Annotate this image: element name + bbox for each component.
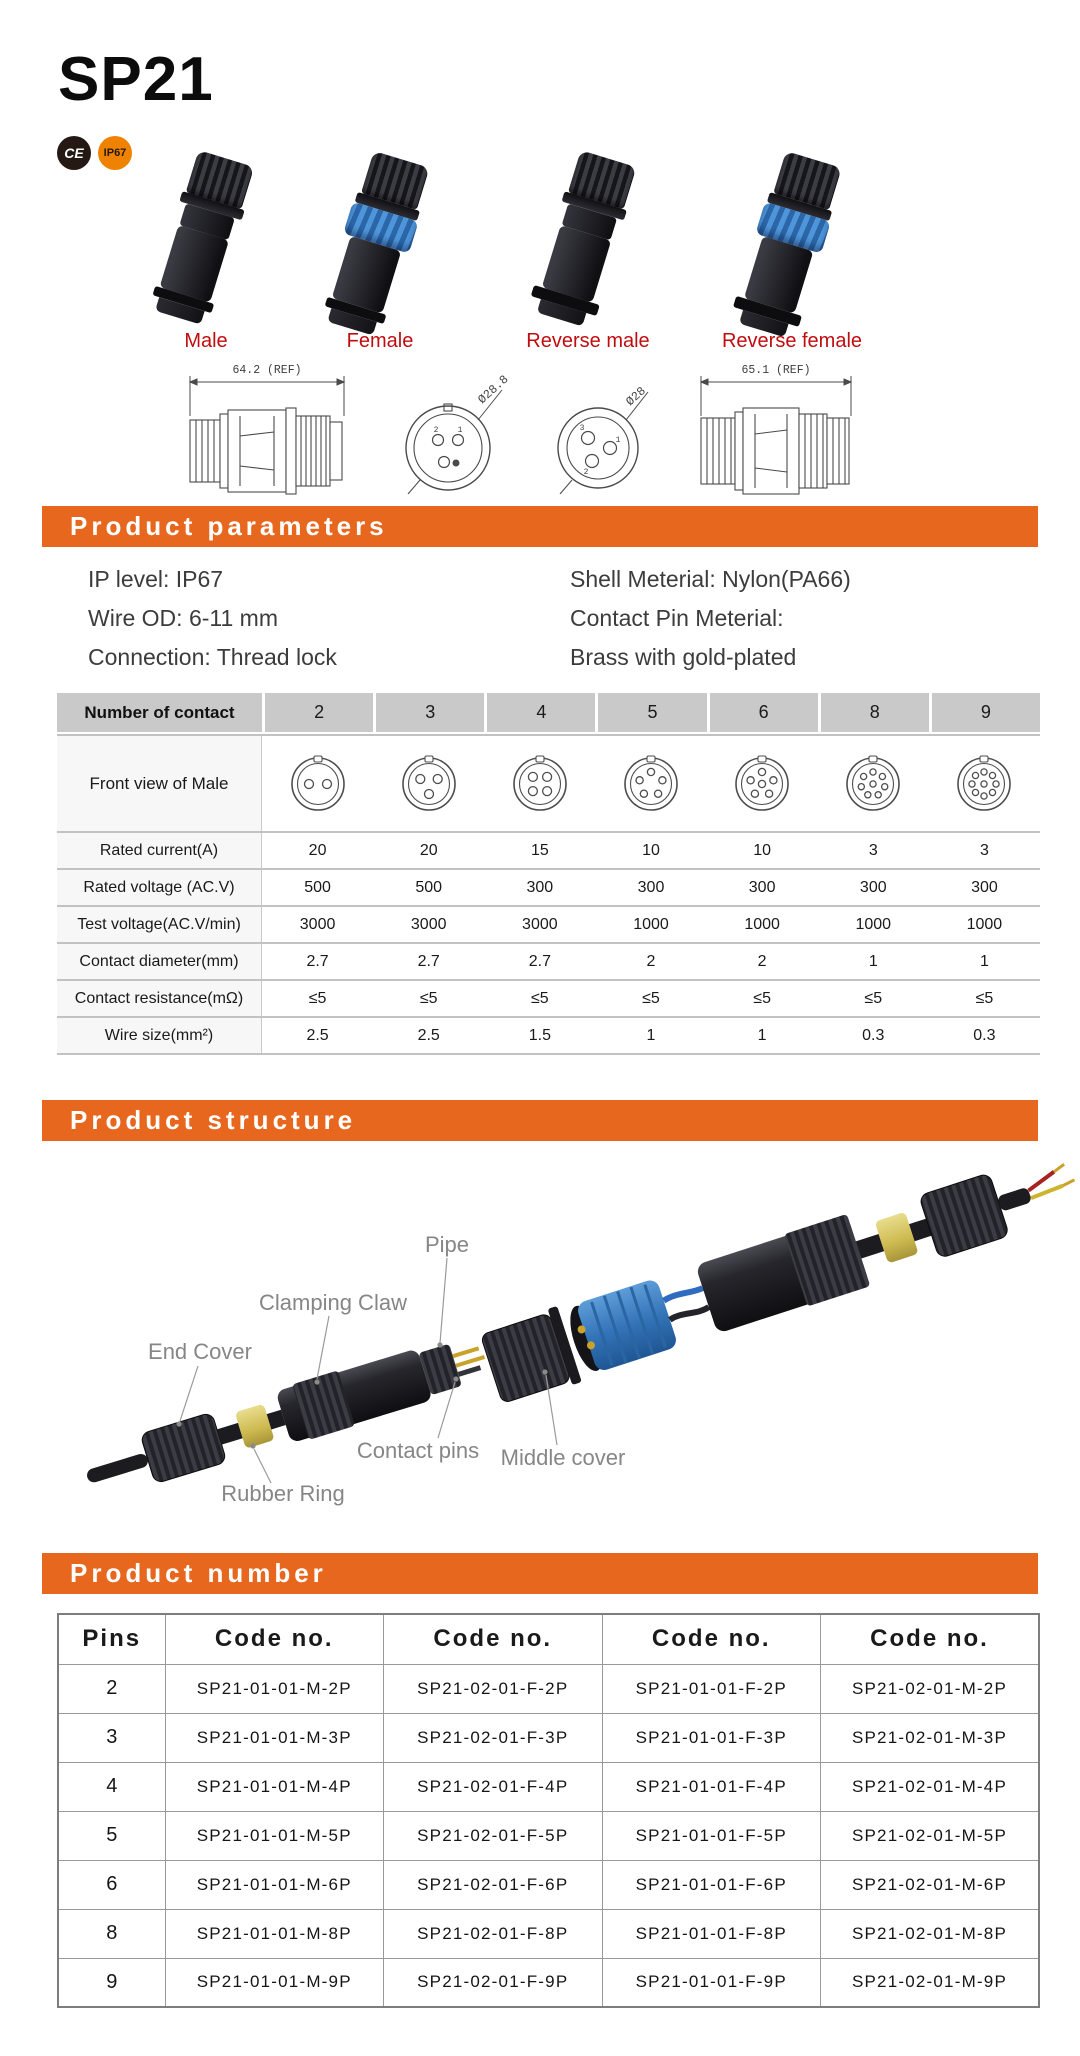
- code-cell: SP21-01-01-F-2P: [602, 1664, 821, 1713]
- spec-value: 3: [979, 841, 989, 859]
- code-cell: SP21-01-01-M-9P: [165, 1958, 384, 2007]
- section-title: Product number: [70, 1558, 327, 1588]
- contact-count-header: 2: [265, 693, 373, 732]
- spec-value: 3000: [410, 915, 447, 933]
- spec-row: [57, 1016, 1040, 1053]
- spec-row: [57, 979, 1040, 1016]
- parameter-line: Contact Pin Meterial:: [570, 605, 784, 631]
- parameters-right-column: [570, 560, 851, 677]
- parameter-line: Brass with gold-plated: [570, 644, 797, 670]
- spec-value: 300: [859, 878, 887, 896]
- product-photo-reverse-female: [707, 146, 877, 353]
- code-cell: SP21-02-01-M-5P: [821, 1811, 1040, 1860]
- code-cell: SP21-02-01-F-8P: [384, 1909, 603, 1958]
- connector-art: [729, 149, 847, 340]
- spec-value: 2.7: [528, 952, 551, 970]
- pin-number: 1: [457, 426, 463, 435]
- spec-value: 0.3: [973, 1026, 996, 1044]
- spec-corner-header: Number of contact: [57, 693, 262, 732]
- spec-face-cells: [262, 736, 1040, 831]
- pins-cell: 6: [58, 1860, 165, 1909]
- spec-front-view-row: [57, 734, 1040, 831]
- code-cell: SP21-01-01-M-3P: [165, 1713, 384, 1762]
- spec-value: 1.5: [528, 1026, 551, 1044]
- code-cell: SP21-01-01-F-4P: [602, 1762, 821, 1811]
- contact-count-header: 5: [598, 693, 706, 732]
- contact-count-header: 6: [710, 693, 818, 732]
- spec-value: 2.7: [306, 952, 329, 970]
- section-title: Product parameters: [70, 511, 388, 541]
- spec-value: 1: [757, 1026, 767, 1044]
- page-title: SP21: [58, 45, 214, 114]
- rubber-ring-part: [235, 1404, 275, 1449]
- spec-table: [57, 693, 1040, 1055]
- code-cell: SP21-01-01-M-5P: [165, 1811, 384, 1860]
- spec-value: 0.3: [862, 1026, 885, 1044]
- spec-value: 1000: [855, 915, 892, 933]
- label-contact-pins: Contact pins: [356, 1438, 480, 1463]
- connector-photo: [753, 146, 831, 324]
- spec-value: 20: [419, 841, 438, 859]
- spec-value: ≤5: [419, 989, 438, 1007]
- pins-cell: 8: [58, 1909, 165, 1958]
- end-cover-part: [919, 1173, 1010, 1259]
- spec-row-label: Contact resistance(mΩ): [57, 981, 262, 1016]
- code-cell: SP21-01-01-M-4P: [165, 1762, 384, 1811]
- pins-cell: 5: [58, 1811, 165, 1860]
- spec-value: 10: [642, 841, 660, 859]
- pin-number: 3: [579, 424, 585, 433]
- connector-art: [147, 149, 258, 327]
- code-cell: SP21-02-01-M-3P: [821, 1713, 1040, 1762]
- code-cell: SP21-01-01-F-5P: [602, 1811, 821, 1860]
- contact-count-header: 8: [821, 693, 929, 732]
- left-assembly-art: [79, 1328, 493, 1505]
- spec-value: ≤5: [753, 989, 771, 1007]
- spec-value: 1: [979, 952, 989, 970]
- ip67-rating-icon: IP67: [98, 136, 132, 170]
- spec-value: ≤5: [975, 989, 994, 1007]
- parameters-left-column: [88, 560, 337, 677]
- contact-count-header: 3: [376, 693, 484, 732]
- front-view-diagram-6pin: [707, 736, 818, 831]
- spec-value: ≤5: [642, 989, 660, 1007]
- pin-number: 2: [433, 426, 439, 435]
- spec-value: 2: [646, 952, 656, 970]
- ce-mark-icon: CE: [57, 136, 91, 170]
- spec-row-label: Rated voltage (AC.V): [57, 870, 262, 905]
- variant-label: Reverse female: [721, 330, 863, 352]
- label-clamping-claw: Clamping Claw: [259, 1290, 407, 1315]
- label-rubber-ring: Rubber Ring: [221, 1481, 345, 1506]
- spec-value: 3: [868, 841, 878, 859]
- pin-number: 2: [583, 468, 589, 477]
- code-no-header: Code no.: [602, 1614, 821, 1664]
- spec-row: [57, 868, 1040, 905]
- diameter-label: Ø28: [623, 384, 649, 409]
- spec-value: 500: [415, 878, 443, 896]
- spec-value: 3000: [299, 915, 336, 933]
- code-cell: SP21-02-01-F-9P: [384, 1958, 603, 2007]
- product-photo-male: [121, 146, 291, 353]
- right-assembly-art: [479, 1145, 1080, 1407]
- spec-row: [57, 905, 1040, 942]
- section-banner-structure: [42, 1100, 1038, 1141]
- front-view-label: Front view of Male: [57, 736, 262, 831]
- spec-value: ≤5: [864, 989, 883, 1007]
- code-cell: SP21-02-01-F-4P: [384, 1762, 603, 1811]
- spec-value: 2.7: [417, 952, 440, 970]
- parameter-line: Connection: Thread lock: [88, 644, 337, 670]
- code-cell: SP21-01-01-F-9P: [602, 1958, 821, 2007]
- product-number-row: [58, 1664, 1039, 1713]
- front-view-diagram-2pin: [262, 736, 373, 831]
- spec-value: ≤5: [308, 989, 327, 1007]
- spec-value: 1000: [966, 915, 1003, 933]
- spec-value: 15: [530, 841, 549, 859]
- code-cell: SP21-01-01-M-2P: [165, 1664, 384, 1713]
- code-cell: SP21-02-01-F-2P: [384, 1664, 603, 1713]
- front-view-diagram-4pin: [484, 736, 595, 831]
- label-middle-cover: Middle cover: [500, 1445, 626, 1470]
- code-no-header: Code no.: [384, 1614, 603, 1664]
- dimension-label: 65.1 (REF): [741, 364, 811, 377]
- front-view-diagram-8pin: [818, 736, 929, 831]
- spec-body: [57, 831, 1040, 1053]
- spec-value: 10: [753, 841, 772, 859]
- pins-header: Pins: [58, 1614, 165, 1664]
- code-cell: SP21-02-01-F-3P: [384, 1713, 603, 1762]
- spec-value: ≤5: [531, 989, 549, 1007]
- spec-row-label: Rated current(A): [57, 833, 262, 868]
- spec-value: 300: [971, 878, 998, 896]
- spec-value: 1000: [744, 915, 780, 933]
- spec-value: 300: [637, 878, 665, 896]
- product-number-row: [58, 1909, 1039, 1958]
- spec-row: [57, 942, 1040, 979]
- variant-label: Male: [184, 330, 228, 352]
- spec-value: 1: [868, 952, 878, 970]
- pins-cell: 3: [58, 1713, 165, 1762]
- code-cell: SP21-01-01-M-6P: [165, 1860, 384, 1909]
- spec-row-label: Test voltage(AC.V/min): [57, 907, 262, 942]
- front-view-diagram-5pin: [595, 736, 706, 831]
- variant-label: Reverse male: [526, 330, 650, 352]
- section-banner-number: [42, 1553, 1038, 1594]
- code-cell: SP21-01-01-F-6P: [602, 1860, 821, 1909]
- contact-count-header: 4: [487, 693, 595, 732]
- front-view-diagram-3pin: [373, 736, 484, 831]
- connector-photo: [549, 146, 627, 324]
- contact-count-header: 9: [932, 693, 1040, 732]
- spec-value: 20: [308, 841, 327, 859]
- code-cell: SP21-01-01-F-3P: [602, 1713, 821, 1762]
- spec-row-label: Wire size(mm²): [57, 1018, 262, 1053]
- spec-value: 500: [304, 878, 331, 896]
- pn-body: [58, 1664, 1039, 2007]
- pins-cell: 4: [58, 1762, 165, 1811]
- front-view-diagram-9pin: [929, 736, 1040, 831]
- section-title: Product structure: [70, 1105, 357, 1135]
- spec-value: 2.5: [306, 1026, 329, 1044]
- connector-photo: [169, 146, 243, 324]
- product-number-row: [58, 1811, 1039, 1860]
- code-cell: SP21-02-01-M-6P: [821, 1860, 1040, 1909]
- code-cell: SP21-02-01-M-2P: [821, 1664, 1040, 1713]
- product-photo-female: [295, 146, 465, 353]
- side-view-drawing-right: [695, 356, 857, 504]
- diameter-label: Ø28.8: [475, 372, 512, 407]
- code-cell: SP21-01-01-M-8P: [165, 1909, 384, 1958]
- spec-value: 2.5: [417, 1026, 440, 1044]
- front-view-drawing-1: [398, 368, 518, 500]
- section-banner-parameters: [42, 506, 1038, 547]
- pn-header-row: [58, 1614, 1039, 1664]
- code-no-header: Code no.: [165, 1614, 384, 1664]
- label-pipe: Pipe: [424, 1232, 470, 1257]
- side-view-drawing-left: [182, 356, 352, 504]
- pins-cell: 9: [58, 1958, 165, 2007]
- pins-cell: 2: [58, 1664, 165, 1713]
- connector-photo: [341, 146, 419, 324]
- product-photo-reverse-male: [503, 146, 673, 353]
- dimension-label: 64.2 (REF): [232, 364, 302, 377]
- spec-value: 300: [748, 878, 776, 896]
- code-no-header: Code no.: [821, 1614, 1040, 1664]
- pin-number: 1: [615, 436, 621, 445]
- parameter-line: Shell Meterial: Nylon(PA66): [570, 566, 851, 592]
- code-cell: SP21-02-01-M-4P: [821, 1762, 1040, 1811]
- product-number-row: [58, 1762, 1039, 1811]
- connector-art: [317, 149, 434, 338]
- code-cell: SP21-01-01-F-8P: [602, 1909, 821, 1958]
- code-cell: SP21-02-01-M-9P: [821, 1958, 1040, 2007]
- product-number-row: [58, 1860, 1039, 1909]
- product-number-row: [58, 1713, 1039, 1762]
- product-number-row: [58, 1958, 1039, 2007]
- label-end-cover: End Cover: [148, 1339, 252, 1364]
- spec-value: 1: [646, 1026, 656, 1044]
- spec-value: 300: [526, 878, 554, 896]
- spec-row: [57, 831, 1040, 868]
- product-number-table: [57, 1613, 1040, 2008]
- spec-value: 2: [757, 952, 767, 970]
- product-structure-diagram: [0, 1145, 1080, 1517]
- front-view-drawing-2: [548, 368, 668, 500]
- spec-row-label: Contact diameter(mm): [57, 944, 262, 979]
- parameter-line: IP level: IP67: [88, 566, 224, 592]
- variant-label: Female: [346, 330, 414, 352]
- connector-art: [527, 149, 642, 330]
- code-cell: SP21-02-01-F-6P: [384, 1860, 603, 1909]
- code-cell: SP21-02-01-M-8P: [821, 1909, 1040, 1958]
- spec-value: 3000: [522, 915, 558, 933]
- code-cell: SP21-02-01-F-5P: [384, 1811, 603, 1860]
- spec-value: 1000: [633, 915, 669, 933]
- parameter-line: Wire OD: 6-11 mm: [88, 605, 278, 631]
- spec-header-row: [57, 693, 1040, 732]
